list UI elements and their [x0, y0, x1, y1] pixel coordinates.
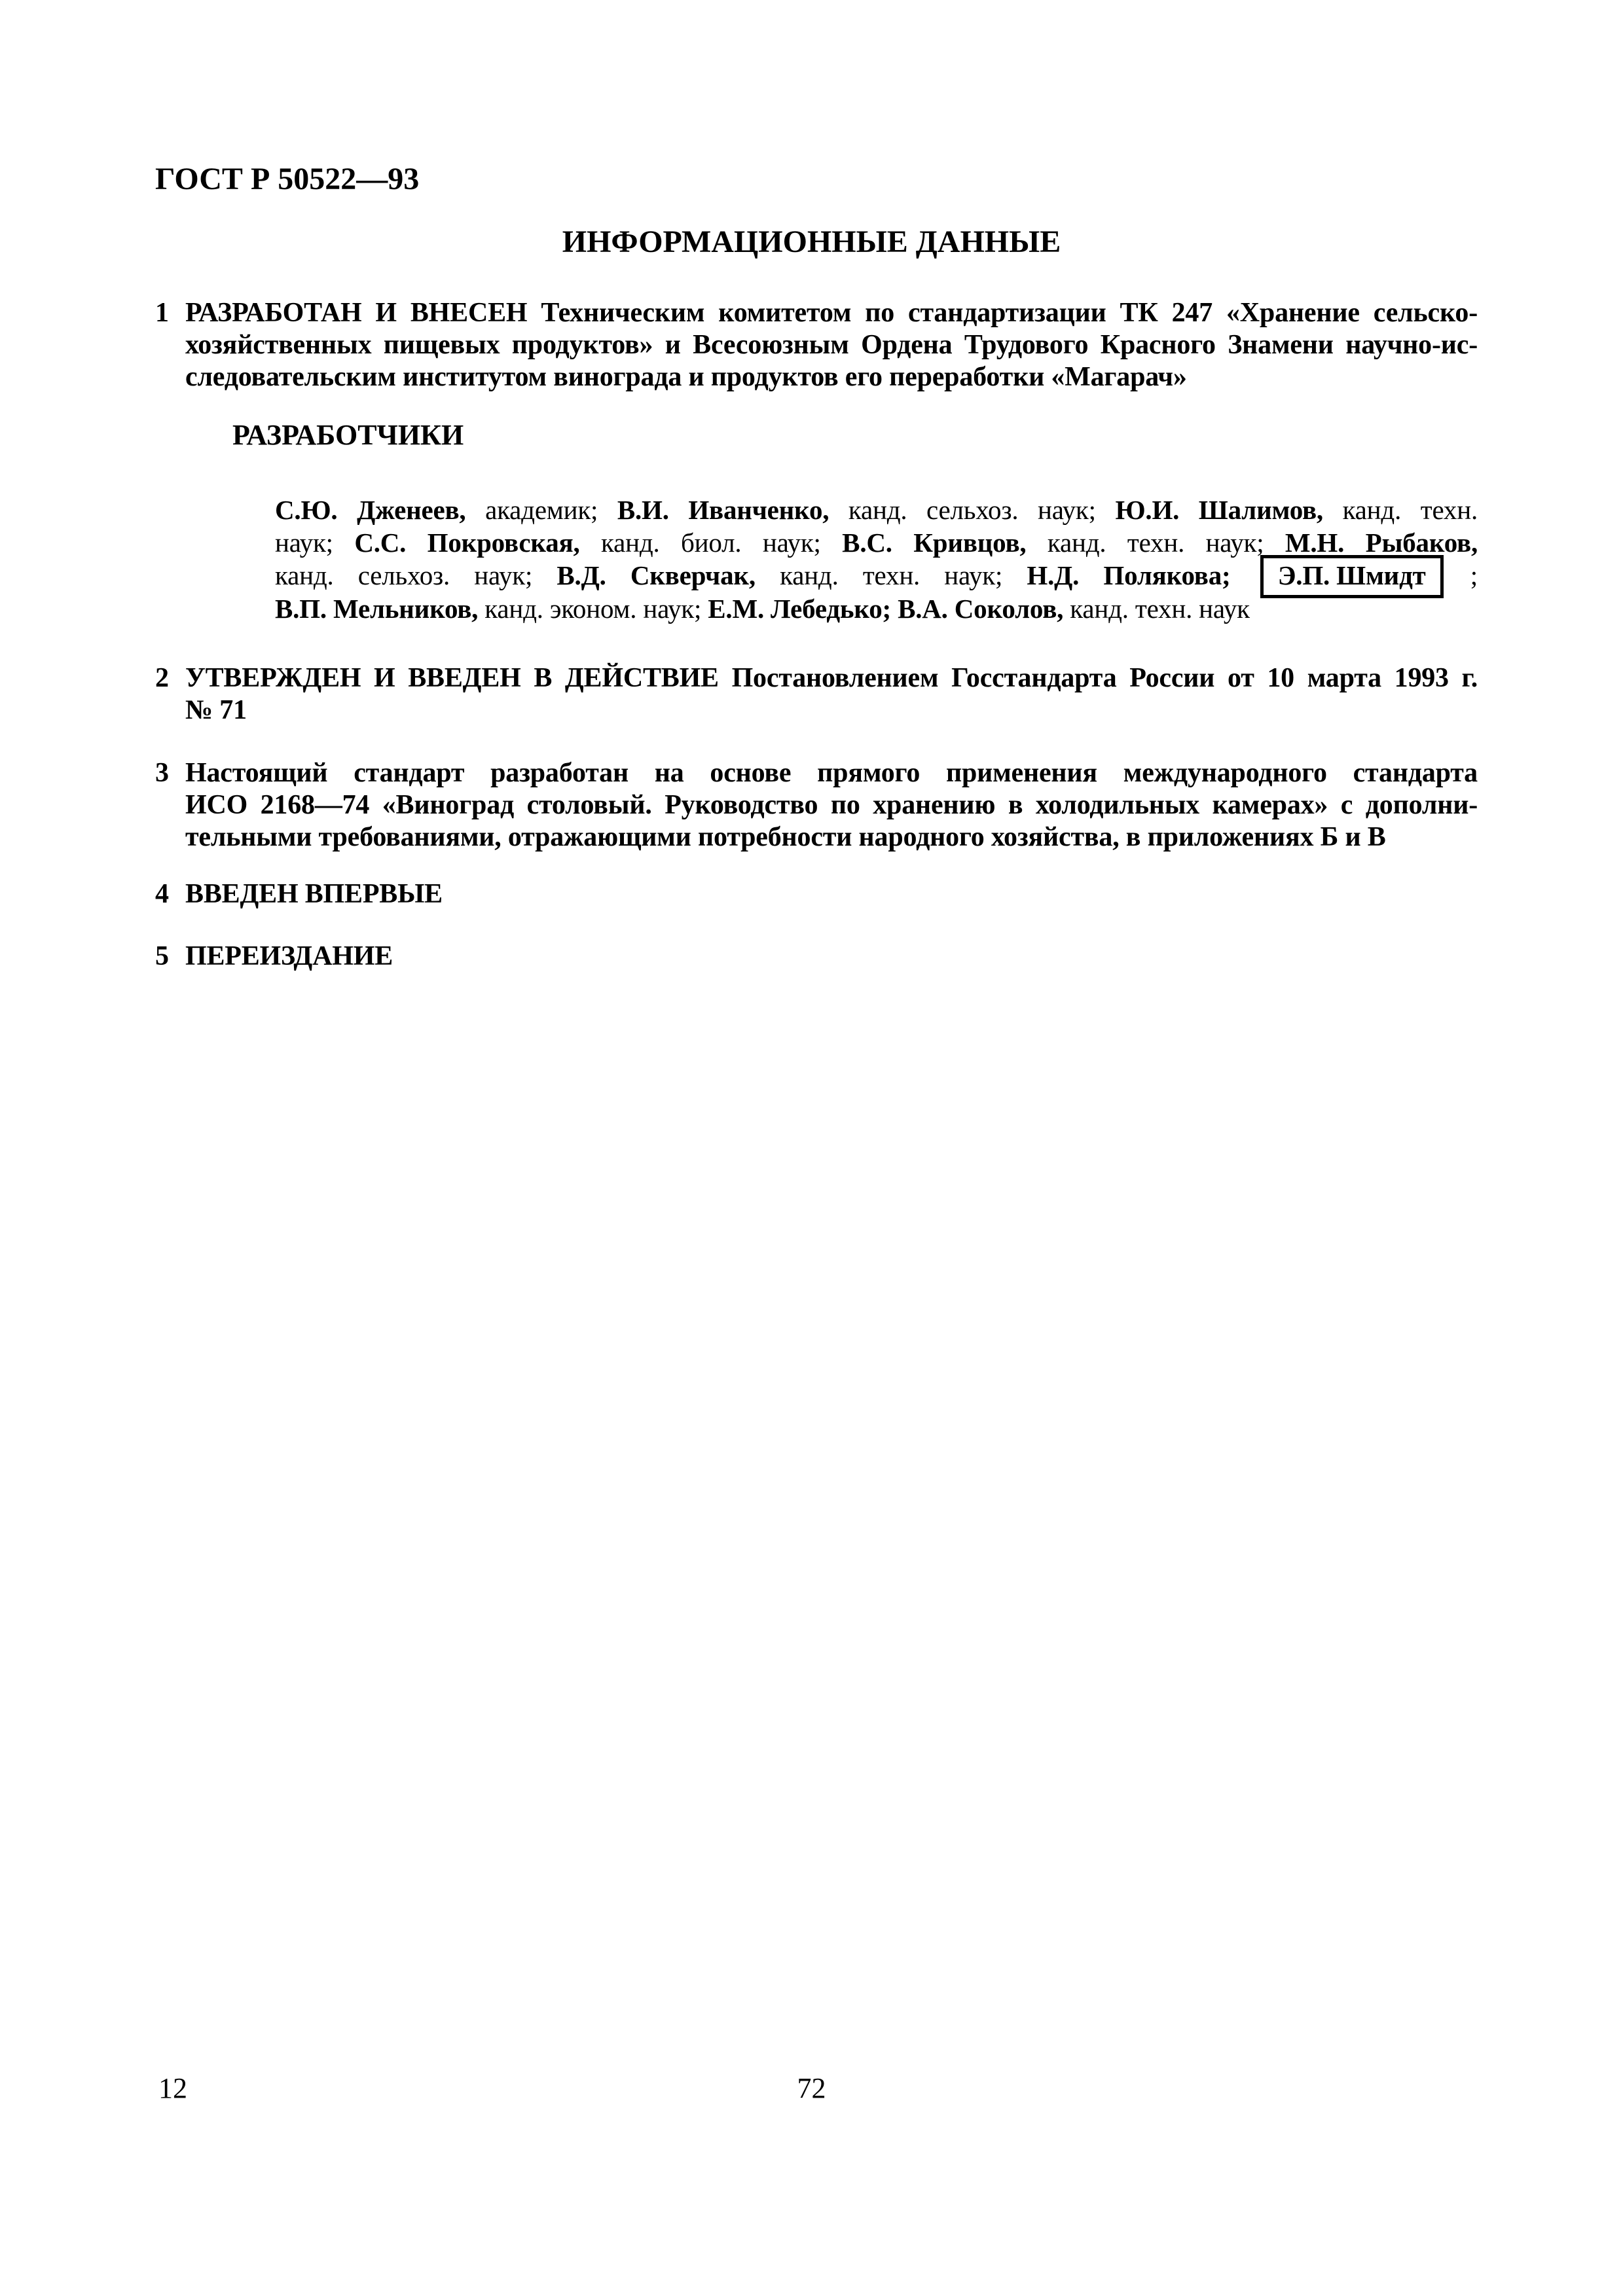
item-1-number: 1: [155, 298, 169, 328]
item-5-line-1: ПЕРЕИЗДАНИЕ: [185, 941, 393, 971]
item-2-body: [185, 662, 1478, 726]
item-2-line-2: № 71: [185, 695, 247, 725]
page-title: ИНФОРМАЦИОННЫЕ ДАННЫЕ: [562, 224, 1061, 259]
item-3-line-3: тельными требованиями, отражающими потребности народного хозяйства, в приложениях Б и В: [185, 822, 1386, 852]
developers-line-1: С.Ю. Дженеев, академик; В.И. Иванченко, канд. сельхоз. наук; Ю.И. Шалимов, канд. техн.: [275, 495, 1478, 525]
developers-line-4: В.П. Мельников, канд. эконом. наук; Е.М. Лебедько; В.А. Соколов, канд. техн. наук: [275, 594, 1250, 624]
item-1-line-1: РАЗРАБОТАН И ВНЕСЕН Техническим комитетом по стандартизации ТК 247 «Хранение сельско-: [185, 298, 1478, 328]
item-5-body: [185, 941, 1478, 973]
item-3-body: [185, 757, 1478, 853]
item-5: [155, 941, 1478, 973]
item-4-number: 4: [155, 879, 169, 909]
item-4-line-1: ВВЕДЕН ВПЕРВЫЕ: [185, 879, 443, 909]
developers-line-2: наук; С.С. Покровская, канд. биол. наук; В.С. Кривцов, канд. техн. наук; М.Н. Рыбаков,: [275, 528, 1478, 558]
item-2: [155, 662, 1478, 726]
item-2-line-1: УТВЕРЖДЕН И ВВЕДЕН В ДЕЙСТВИЕ Постановлением Госстандарта России от 10 марта 1993 г.: [185, 663, 1478, 693]
developers-paragraph: [275, 493, 1478, 625]
standard-code: ГОСТ Р 50522—93: [155, 162, 420, 196]
item-3-number: 3: [155, 758, 169, 788]
item-1: [155, 297, 1478, 393]
item-2-number: 2: [155, 663, 169, 693]
item-3-line-2: ИСО 2168—74 «Виноград столовый. Руководство по хранению в холодильных камерах» с дополни-: [185, 790, 1478, 820]
developers-heading: РАЗРАБОТЧИКИ: [232, 419, 464, 451]
item-3-line-1: Настоящий стандарт разработан на основе прямого применения международного стандарта: [185, 758, 1478, 788]
footer-center-page-number: 72: [797, 2072, 826, 2104]
item-4: [155, 878, 1478, 910]
item-1-line-3: следовательским институтом винограда и продуктов его переработки «Магарач»: [185, 362, 1187, 392]
item-1-line-2: хозяйственных пищевых продуктов» и Всесоюзным Ордена Трудового Красного Знамени научно-ис-: [185, 330, 1478, 360]
item-5-number: 5: [155, 941, 169, 971]
deceased-name-box: Э.П. Шмидт: [1260, 555, 1444, 598]
item-3: [155, 757, 1478, 853]
footer-left-page-number: 12: [158, 2072, 187, 2104]
item-1-body: [185, 297, 1478, 393]
developers-line-3: канд. сельхоз. наук; В.Д. Скверчак, канд. техн. наук; Н.Д. Полякова; Э.П. Шмидт ;: [275, 559, 1478, 592]
item-4-body: [185, 878, 1478, 910]
